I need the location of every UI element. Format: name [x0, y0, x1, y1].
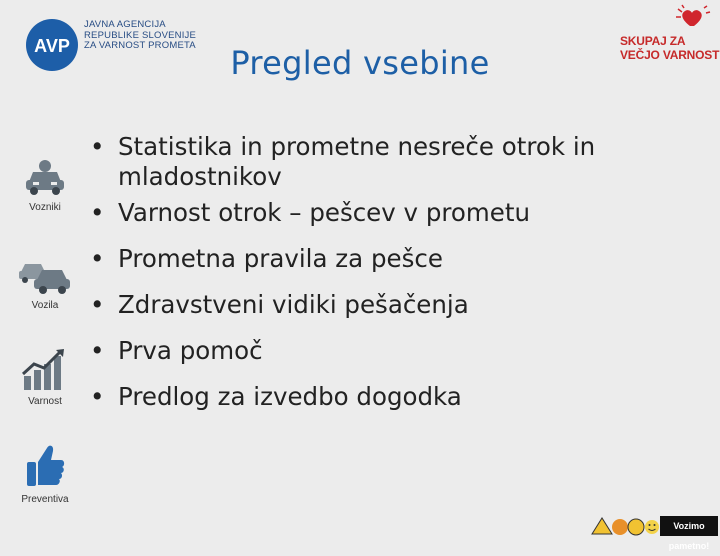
- sidebar-item-varnost: [0, 346, 90, 407]
- growth-chart-icon: [20, 346, 70, 392]
- sidebar-label: Vozila: [31, 300, 59, 311]
- bullet-item: • Predlog za izvedbo dogodka: [84, 382, 684, 412]
- driver-car-icon: [21, 156, 69, 198]
- sidebar-label: Preventiva: [21, 494, 69, 505]
- bullet-item: • Prva pomoč: [84, 336, 684, 366]
- agency-line: ZA VARNOST PROMETA: [84, 40, 196, 51]
- vozimo-pametno-badge: Vozimo pametno!: [660, 516, 718, 536]
- sidebar-item-preventiva: [0, 440, 90, 505]
- vehicles-icon: [17, 254, 73, 296]
- agency-line: REPUBLIKE SLOVENIJE: [84, 29, 197, 41]
- bullet-item: • Zdravstveni vidiki pešačenja: [84, 290, 684, 320]
- sidebar-item-vozila: [0, 254, 90, 311]
- page-title: Pregled vsebine: [230, 44, 490, 82]
- sidebar-label: Varnost: [28, 396, 62, 407]
- bullet-item: • Statistika in prometne nesreče otrok in mladostnikov: [84, 132, 684, 192]
- bullet-item: • Prometna pravila za pešce: [84, 244, 684, 274]
- agency-line: JAVNA AGENCIJA: [84, 19, 166, 30]
- thumbs-up-icon: [23, 440, 67, 490]
- bullet-item: • Varnost otrok – pešcev v prometu: [84, 198, 684, 228]
- heart-icon: [612, 4, 712, 34]
- skupaj-line: VEČJO VARNOST: [620, 48, 720, 62]
- smiley-signs-icon: [590, 514, 660, 538]
- sidebar-label: Vozniki: [29, 202, 61, 213]
- footer-badges: [590, 514, 718, 551]
- sidebar-item-vozniki: [0, 156, 90, 213]
- content-bullet-list: [84, 132, 684, 428]
- svg-text:AVP: AVP: [34, 36, 70, 56]
- skupaj-line: SKUPAJ ZA: [620, 34, 686, 48]
